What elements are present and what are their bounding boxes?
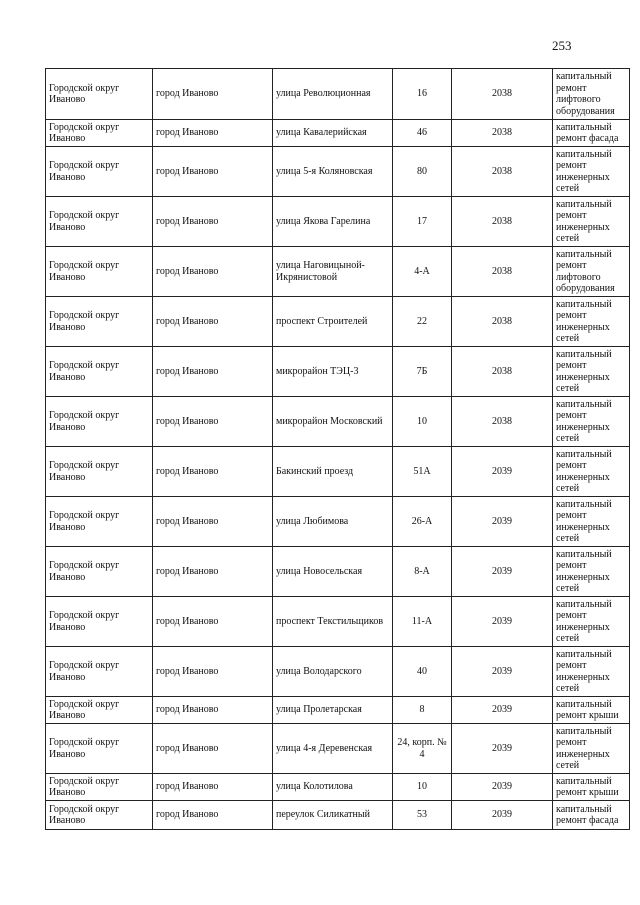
cell-okrug: Городской округ Иваново — [46, 697, 153, 724]
cell-street: переулок Силикатный — [273, 801, 393, 830]
cell-okrug: Городской округ Иваново — [46, 724, 153, 774]
table-row — [46, 247, 630, 297]
registry-table-body — [46, 69, 630, 830]
cell-house: 11-А — [393, 597, 452, 647]
cell-house: 51А — [393, 447, 452, 497]
cell-street: улица Колотилова — [273, 774, 393, 801]
cell-city: город Иваново — [153, 547, 273, 597]
page-number: 253 — [552, 38, 572, 53]
cell-year: 2039 — [452, 497, 553, 547]
cell-okrug: Городской округ Иваново — [46, 247, 153, 297]
cell-house: 53 — [393, 801, 452, 830]
cell-year: 2038 — [452, 197, 553, 247]
cell-work: капитальный ремонт лифтового оборудования — [553, 247, 630, 297]
cell-street: улица Якова Гарелина — [273, 197, 393, 247]
table-row — [46, 347, 630, 397]
cell-okrug: Городской округ Иваново — [46, 297, 153, 347]
cell-city: город Иваново — [153, 297, 273, 347]
cell-city: город Иваново — [153, 69, 273, 120]
cell-street: улица 4-я Деревенская — [273, 724, 393, 774]
cell-work: капитальный ремонт инженерных сетей — [553, 147, 630, 197]
table-row — [46, 297, 630, 347]
table-row — [46, 69, 630, 120]
cell-year: 2039 — [452, 774, 553, 801]
cell-work: капитальный ремонт инженерных сетей — [553, 647, 630, 697]
cell-city: город Иваново — [153, 247, 273, 297]
cell-house: 46 — [393, 120, 452, 147]
cell-year: 2039 — [452, 697, 553, 724]
cell-city: город Иваново — [153, 801, 273, 830]
cell-street: микрорайон ТЭЦ-3 — [273, 347, 393, 397]
cell-street: улица Кавалерийская — [273, 120, 393, 147]
cell-house: 26-А — [393, 497, 452, 547]
cell-city: город Иваново — [153, 647, 273, 697]
cell-okrug: Городской округ Иваново — [46, 801, 153, 830]
table-row — [46, 547, 630, 597]
table-row — [46, 120, 630, 147]
cell-work: капитальный ремонт крыши — [553, 774, 630, 801]
table-row — [46, 397, 630, 447]
table-row — [46, 774, 630, 801]
table-row — [46, 597, 630, 647]
cell-okrug: Городской округ Иваново — [46, 647, 153, 697]
registry-table — [45, 68, 630, 830]
table-row — [46, 801, 630, 830]
cell-house: 8-А — [393, 547, 452, 597]
cell-house: 40 — [393, 647, 452, 697]
cell-city: город Иваново — [153, 120, 273, 147]
cell-city: город Иваново — [153, 497, 273, 547]
cell-house: 17 — [393, 197, 452, 247]
cell-okrug: Городской округ Иваново — [46, 497, 153, 547]
cell-city: город Иваново — [153, 724, 273, 774]
cell-year: 2039 — [452, 647, 553, 697]
cell-year: 2039 — [452, 597, 553, 647]
cell-street: улица Любимова — [273, 497, 393, 547]
cell-okrug: Городской округ Иваново — [46, 120, 153, 147]
table-row — [46, 147, 630, 197]
cell-year: 2038 — [452, 147, 553, 197]
cell-city: город Иваново — [153, 774, 273, 801]
cell-okrug: Городской округ Иваново — [46, 147, 153, 197]
cell-work: капитальный ремонт крыши — [553, 697, 630, 724]
cell-year: 2038 — [452, 69, 553, 120]
cell-street: улица Новосельская — [273, 547, 393, 597]
cell-street: улица Революционная — [273, 69, 393, 120]
cell-street: улица 5-я Коляновская — [273, 147, 393, 197]
cell-okrug: Городской округ Иваново — [46, 69, 153, 120]
cell-city: город Иваново — [153, 197, 273, 247]
cell-okrug: Городской округ Иваново — [46, 347, 153, 397]
cell-street: улица Наговицыной-Икрянистовой — [273, 247, 393, 297]
table-row — [46, 497, 630, 547]
cell-street: проспект Текстильщиков — [273, 597, 393, 647]
table-row — [46, 647, 630, 697]
cell-work: капитальный ремонт инженерных сетей — [553, 197, 630, 247]
cell-city: город Иваново — [153, 697, 273, 724]
cell-work: капитальный ремонт фасада — [553, 801, 630, 830]
cell-city: город Иваново — [153, 597, 273, 647]
cell-city: город Иваново — [153, 447, 273, 497]
cell-street: микрорайон Московский — [273, 397, 393, 447]
cell-work: капитальный ремонт инженерных сетей — [553, 597, 630, 647]
cell-year: 2038 — [452, 397, 553, 447]
cell-year: 2039 — [452, 724, 553, 774]
cell-work: капитальный ремонт инженерных сетей — [553, 397, 630, 447]
cell-work: капитальный ремонт инженерных сетей — [553, 547, 630, 597]
cell-year: 2039 — [452, 547, 553, 597]
cell-house: 4-А — [393, 247, 452, 297]
cell-house: 10 — [393, 397, 452, 447]
cell-okrug: Городской округ Иваново — [46, 197, 153, 247]
cell-okrug: Городской округ Иваново — [46, 774, 153, 801]
cell-work: капитальный ремонт инженерных сетей — [553, 447, 630, 497]
cell-okrug: Городской округ Иваново — [46, 597, 153, 647]
cell-year: 2038 — [452, 297, 553, 347]
cell-year: 2038 — [452, 247, 553, 297]
cell-okrug: Городской округ Иваново — [46, 447, 153, 497]
cell-year: 2038 — [452, 347, 553, 397]
cell-okrug: Городской округ Иваново — [46, 397, 153, 447]
cell-year: 2039 — [452, 801, 553, 830]
table-row — [46, 447, 630, 497]
cell-year: 2038 — [452, 120, 553, 147]
table-row — [46, 197, 630, 247]
cell-street: улица Пролетарская — [273, 697, 393, 724]
cell-street: проспект Строителей — [273, 297, 393, 347]
cell-house: 80 — [393, 147, 452, 197]
cell-house: 7Б — [393, 347, 452, 397]
cell-house: 16 — [393, 69, 452, 120]
cell-year: 2039 — [452, 447, 553, 497]
cell-work: капитальный ремонт инженерных сетей — [553, 347, 630, 397]
cell-house: 8 — [393, 697, 452, 724]
cell-work: капитальный ремонт инженерных сетей — [553, 497, 630, 547]
table-row — [46, 724, 630, 774]
cell-house: 24, корп. № 4 — [393, 724, 452, 774]
cell-work: капитальный ремонт лифтового оборудования — [553, 69, 630, 120]
cell-work: капитальный ремонт инженерных сетей — [553, 724, 630, 774]
cell-city: город Иваново — [153, 397, 273, 447]
cell-work: капитальный ремонт инженерных сетей — [553, 297, 630, 347]
cell-city: город Иваново — [153, 147, 273, 197]
cell-okrug: Городской округ Иваново — [46, 547, 153, 597]
cell-house: 22 — [393, 297, 452, 347]
cell-house: 10 — [393, 774, 452, 801]
cell-work: капитальный ремонт фасада — [553, 120, 630, 147]
cell-city: город Иваново — [153, 347, 273, 397]
cell-street: Бакинский проезд — [273, 447, 393, 497]
table-row — [46, 697, 630, 724]
cell-street: улица Володарского — [273, 647, 393, 697]
